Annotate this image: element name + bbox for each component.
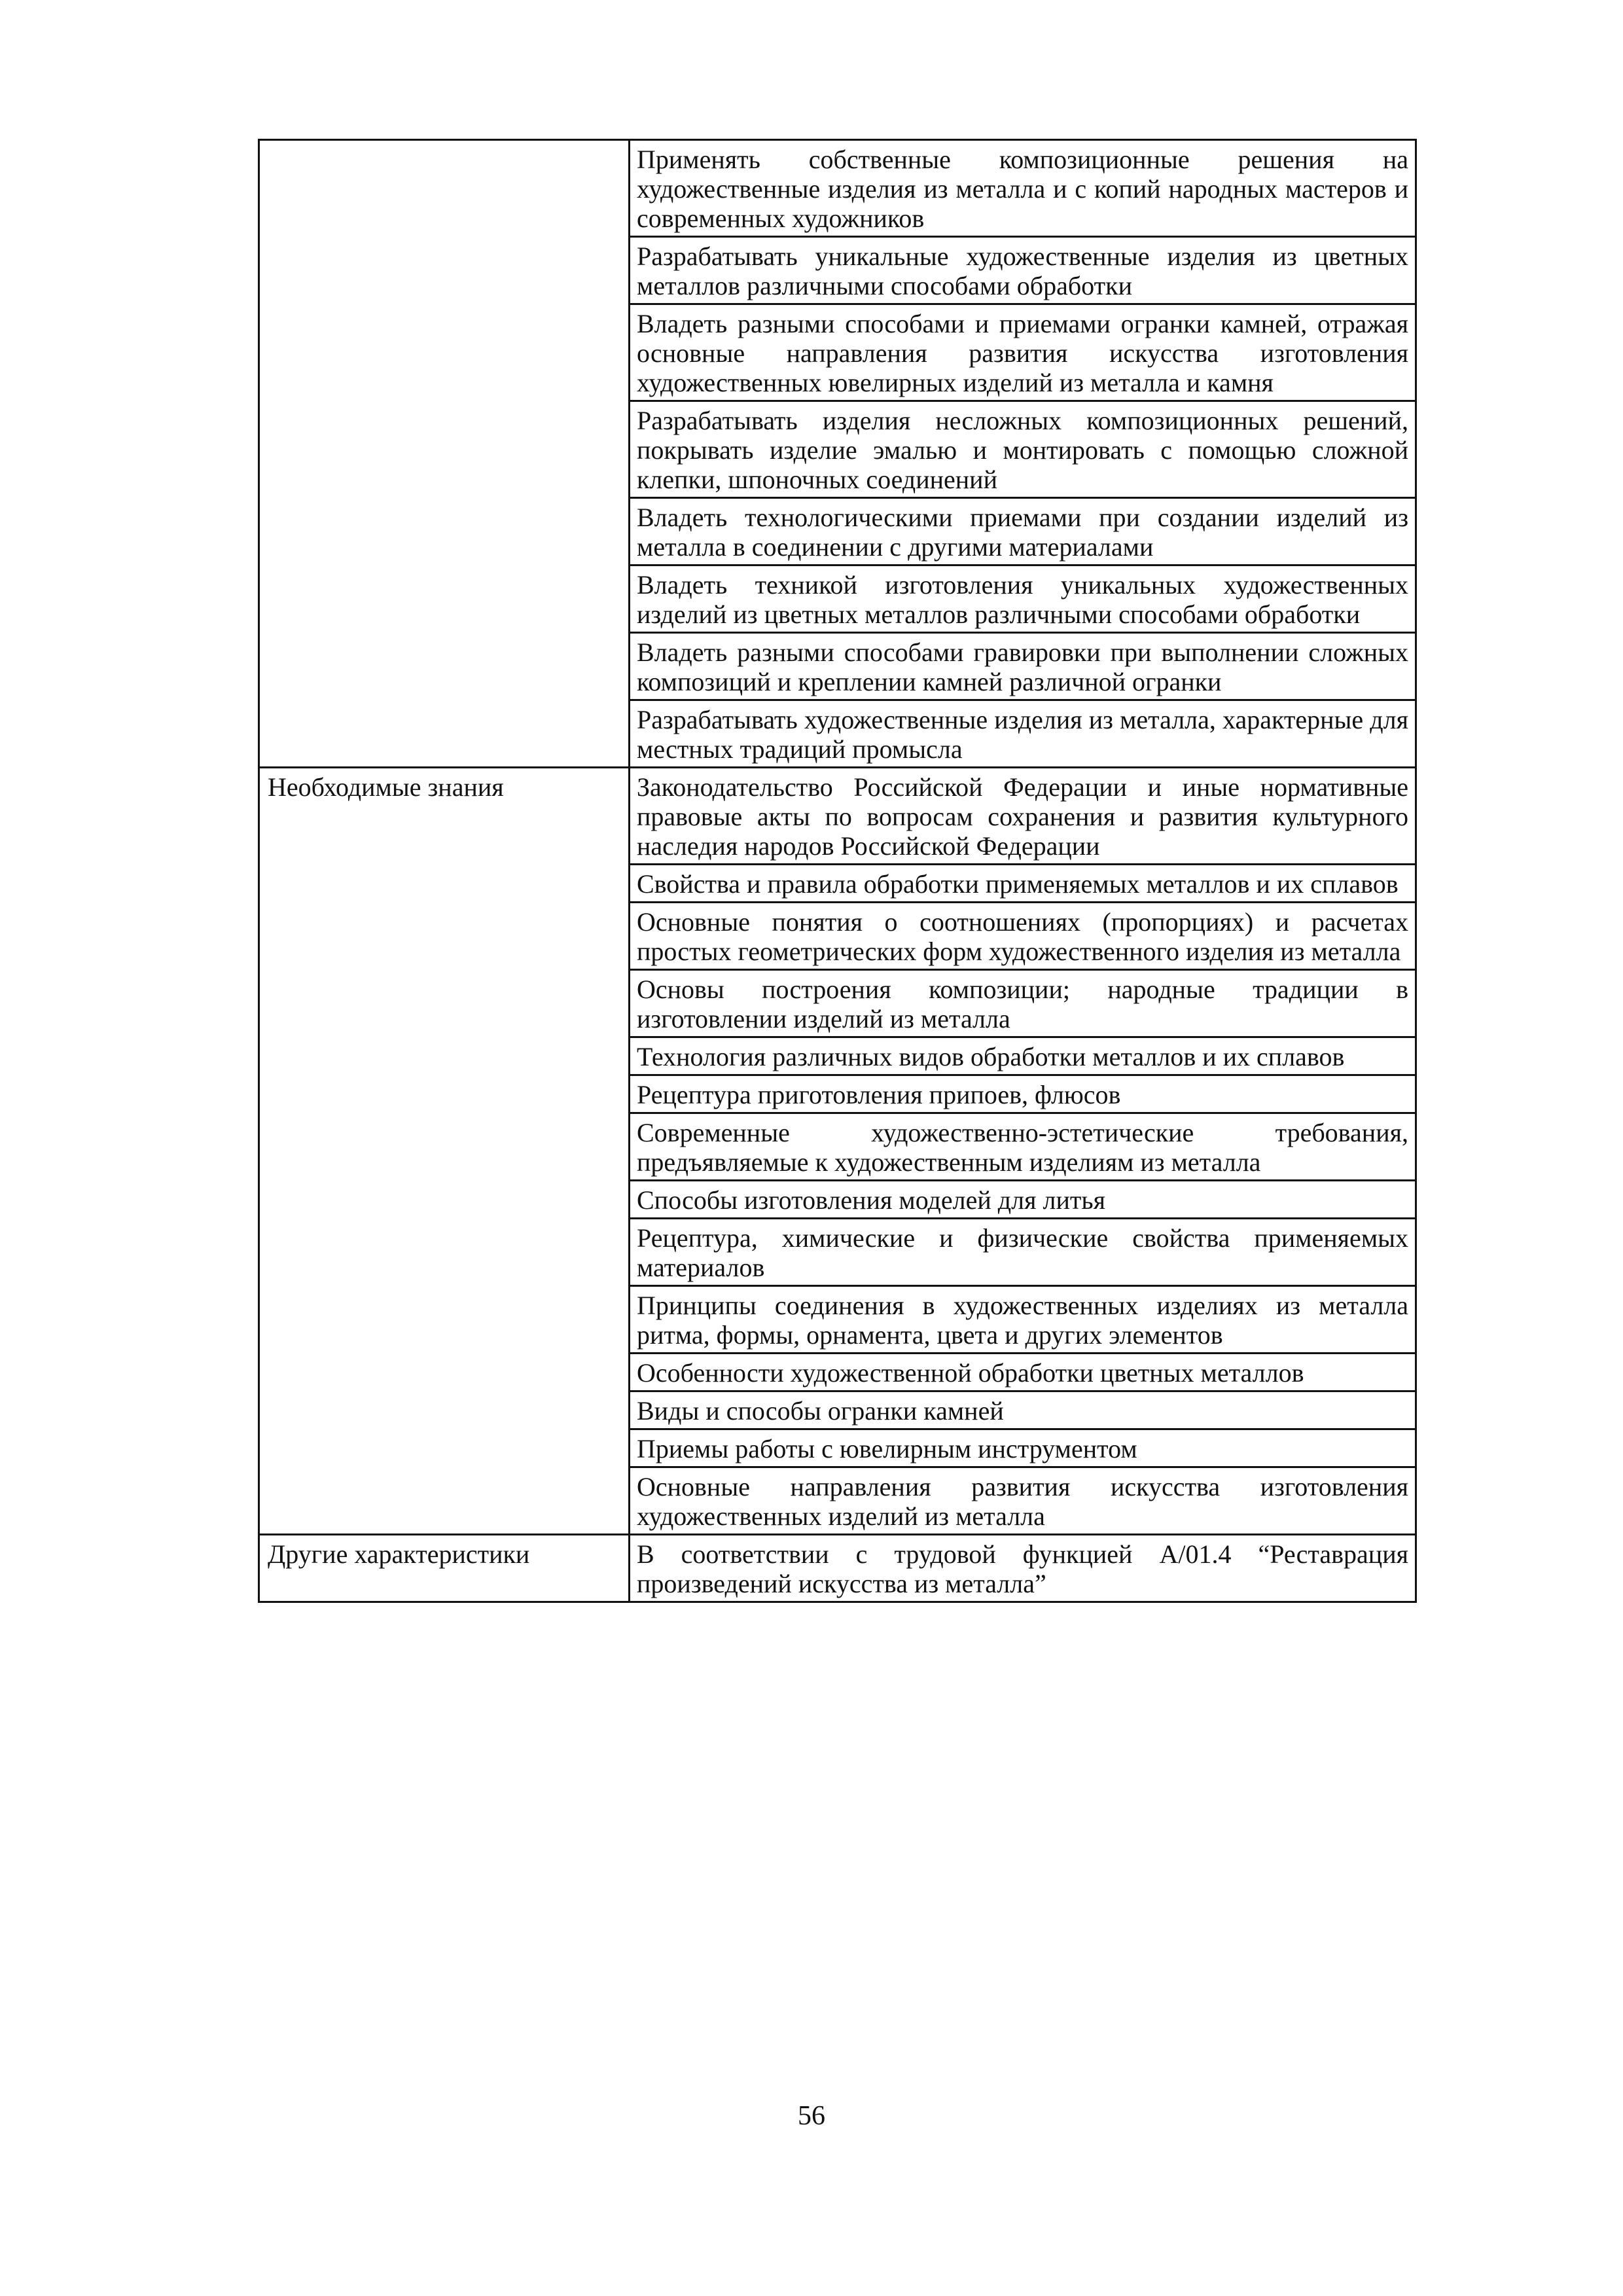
table-body — [259, 140, 1416, 1602]
knowledge-item: Принципы соединения в художественных изделиях из металла ритма, формы, орнамента, цвета и других элементов — [630, 1286, 1416, 1354]
knowledge-item: Технология различных видов обработки металлов и их сплавов — [630, 1037, 1416, 1075]
table-row — [259, 768, 1416, 865]
page-number: 56 — [798, 2101, 825, 2131]
skill-item: Применять собственные композиционные решения на художественные изделия из металла и с копий народных мастеров и современных художников — [630, 140, 1416, 237]
knowledge-item: Виды и способы огранки камней — [630, 1391, 1416, 1429]
section-label-skills — [259, 140, 630, 768]
knowledge-item: Рецептура приготовления припоев, флюсов — [630, 1075, 1416, 1113]
skill-item: Владеть техникой изготовления уникальных художественных изделий из цветных металлов различными способами обработки — [630, 565, 1416, 633]
table-row — [259, 1535, 1416, 1602]
knowledge-item: Современные художественно-эстетические требования, предъявляемые к художественным изделиям из металла — [630, 1113, 1416, 1181]
skill-item: Владеть разными способами гравировки при выполнении сложных композиций и креплении камней различной огранки — [630, 633, 1416, 700]
knowledge-item: Приемы работы с ювелирным инструментом — [630, 1429, 1416, 1467]
skill-item: Разрабатывать изделия несложных композиционных решений, покрывать изделие эмалью и монтировать с помощью сложной клепки, шпоночных соединений — [630, 401, 1416, 498]
section-label-knowledge: Необходимые знания — [259, 768, 630, 1535]
knowledge-item: Основы построения композиции; народные традиции в изготовлении изделий из металла — [630, 970, 1416, 1037]
knowledge-item: Основные направления развития искусства изготовления художественных изделий из металла — [630, 1467, 1416, 1535]
knowledge-item: Законодательство Российской Федерации и иные нормативные правовые акты по вопросам сохранения и развития культурного наследия народов Российской Федерации — [630, 768, 1416, 865]
knowledge-item: Основные понятия о соотношениях (пропорциях) и расчетах простых геометрических форм художественного изделия из металла — [630, 903, 1416, 970]
knowledge-item: Рецептура, химические и физические свойства применяемых материалов — [630, 1219, 1416, 1286]
knowledge-item: Способы изготовления моделей для литья — [630, 1181, 1416, 1219]
table-row — [259, 140, 1416, 237]
requirements-table — [258, 139, 1417, 1603]
skill-item: Владеть разными способами и приемами огранки камней, отражая основные направления развития искусства изготовления художественных ювелирных изделий из металла и камня — [630, 304, 1416, 401]
skill-item: Владеть технологическими приемами при создании изделий из металла в соединении с другими материалами — [630, 498, 1416, 565]
section-label-other: Другие характеристики — [259, 1535, 630, 1602]
knowledge-item: Особенности художественной обработки цветных металлов — [630, 1354, 1416, 1391]
skill-item: Разрабатывать уникальные художественные изделия из цветных металлов различными способами обработки — [630, 237, 1416, 304]
other-item: В соответствии с трудовой функцией А/01.4 “Реставрация произведений искусства из металла” — [630, 1535, 1416, 1602]
skill-item: Разрабатывать художественные изделия из металла, характерные для местных традиций промысла — [630, 700, 1416, 768]
knowledge-item: Свойства и правила обработки применяемых металлов и их сплавов — [630, 865, 1416, 903]
